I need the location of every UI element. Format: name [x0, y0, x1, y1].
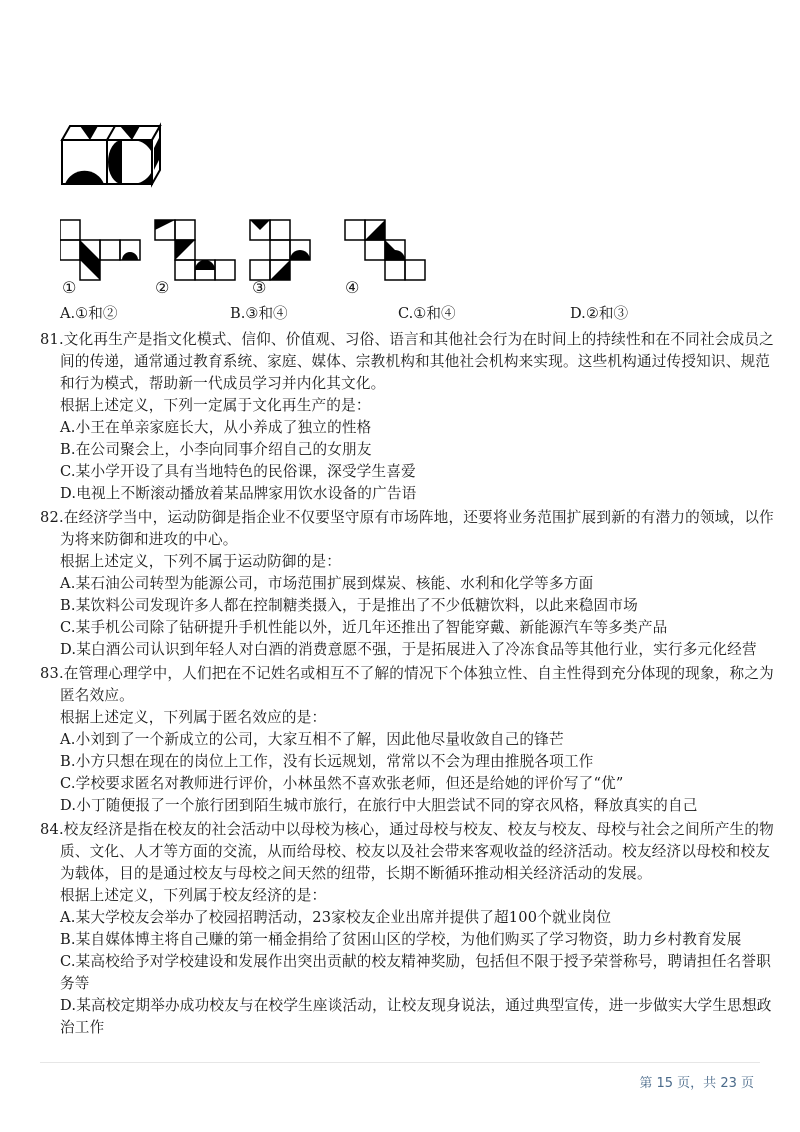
q83-option-b: B.小方只想在现在的岗位上工作，没有长远规划，常常以不会为理由推脱各项工作	[60, 753, 594, 770]
q82-stem-line: 82.在经济学当中，运动防御是指企业不仅要坚守原有市场阵地，还要将业务范围扩展到新的有潜力的领域，以作	[40, 509, 774, 526]
q83-stem-line: 83.在管理心理学中，人们把在不记姓名或相互不了解的情况下个体独立性、自主性得到充分体现的现象，称之为	[40, 665, 774, 682]
cube-figure	[60, 118, 170, 188]
q81-stem-line: 81.文化再生产是指文化模式、信仰、价值观、习俗、语言和其他社会行为在时间上的持续性和在不同社会成员之	[40, 331, 774, 348]
q80-option-a: A.①和②	[60, 305, 118, 322]
q81-option-a: A.小王在单亲家庭长大，从小养成了独立的性格	[60, 419, 372, 436]
page-number: 第 15 页，共 23 页	[639, 1076, 754, 1091]
q82-option-c: C.某手机公司除了钻研提升手机性能以外，近几年还推出了智能穿戴、新能源汽车等多类产品	[60, 619, 668, 636]
q84-stem-line: 84.校友经济是指在校友的社会活动中以母校为核心，通过母校与校友、校友与校友、母校与社会之间所产生的物	[40, 821, 774, 838]
q81-stem-line: 间的传递，通常通过教育系统、家庭、媒体、宗教机构和其他社会机构来实现。这些机构通过传授知识、规范	[60, 353, 771, 370]
q84-option-d-cont: 治工作	[60, 1019, 105, 1036]
q82-prompt: 根据上述定义，下列不属于运动防御的是：	[60, 553, 342, 570]
q80-option-d: D.②和③	[570, 305, 629, 322]
q83-option-a: A.小刘到了一个新成立的公司，大家互相不了解，因此他尽量收敛自己的锋芒	[60, 731, 564, 748]
figure-label-3: ③	[252, 278, 267, 297]
q84-option-c-cont: 务等	[60, 975, 90, 992]
q81-option-b: B.在公司聚会上，小李向同事介绍自己的女朋友	[60, 441, 372, 458]
footer-divider	[40, 1062, 760, 1063]
q84-prompt: 根据上述定义，下列属于校友经济的是：	[60, 887, 327, 904]
q84-option-c: C.某高校给予对学校建设和发展作出突出贡献的校友精神奖励，包括但不限于授予荣誉称号，聘请担任名誉职	[60, 953, 771, 970]
q83-stem-line: 匿名效应。	[60, 687, 134, 704]
q80-option-b: B.③和④	[230, 305, 288, 322]
q81-prompt: 根据上述定义，下列一定属于文化再生产的是：	[60, 397, 371, 414]
q84-option-b: B.某自媒体博主将自己赚的第一桶金捐给了贫困山区的学校，为他们购买了学习物资，助力乡村教育发展	[60, 931, 742, 948]
q82-stem-line: 为将来防御和进攻的中心。	[60, 531, 238, 548]
q83-option-c: C.学校要求匿名对教师进行评价，小林虽然不喜欢张老师，但还是给她的评价写了“优”	[60, 775, 624, 792]
q84-option-d: D.某高校定期举办成功校友与在校学生座谈活动，让校友现身说法，通过典型宣传，进一步做实大学生思想政	[60, 997, 772, 1014]
figure-label-4: ④	[345, 278, 360, 297]
q82-option-d: D.某白酒公司认识到年轻人对白酒的消费意愿不强，于是拓展进入了冷冻食品等其他行业，实行多元化经营	[60, 641, 757, 658]
q81-stem-line: 和行为模式，帮助新一代成员学习并内化其文化。	[60, 375, 386, 392]
q84-stem-line: 为载体，目的是通过校友与母校之间天然的纽带，长期不断循环推动相关经济活动的发展。	[60, 865, 652, 882]
q83-prompt: 根据上述定义，下列属于匿名效应的是：	[60, 709, 327, 726]
q82-option-b: B.某饮料公司发现许多人都在控制糖类摄入，于是推出了不少低糖饮料，以此来稳固市场	[60, 597, 638, 614]
q84-stem-line: 质、文化、人才等方面的交流，从而给母校、校友以及社会带来客观收益的经济活动。校友经济以母校和校友	[60, 843, 771, 860]
q81-option-c: C.某小学开设了具有当地特色的民俗课，深受学生喜爱	[60, 463, 416, 480]
q81-option-d: D.电视上不断滚动播放着某品牌家用饮水设备的广告语	[60, 485, 417, 502]
q82-option-a: A.某石油公司转型为能源公司，市场范围扩展到煤炭、核能、水利和化学等多方面	[60, 575, 594, 592]
figure-label-2: ②	[155, 278, 170, 297]
q83-option-d: D.小丁随便报了一个旅行团到陌生城市旅行，在旅行中大胆尝试不同的穿衣风格，释放真实的自己	[60, 797, 698, 814]
q80-option-c: C.①和④	[398, 305, 456, 322]
figure-label-1: ①	[62, 278, 77, 297]
q84-option-a: A.某大学校友会举办了校园招聘活动，23家校友企业出席并提供了超100个就业岗位	[60, 909, 612, 926]
